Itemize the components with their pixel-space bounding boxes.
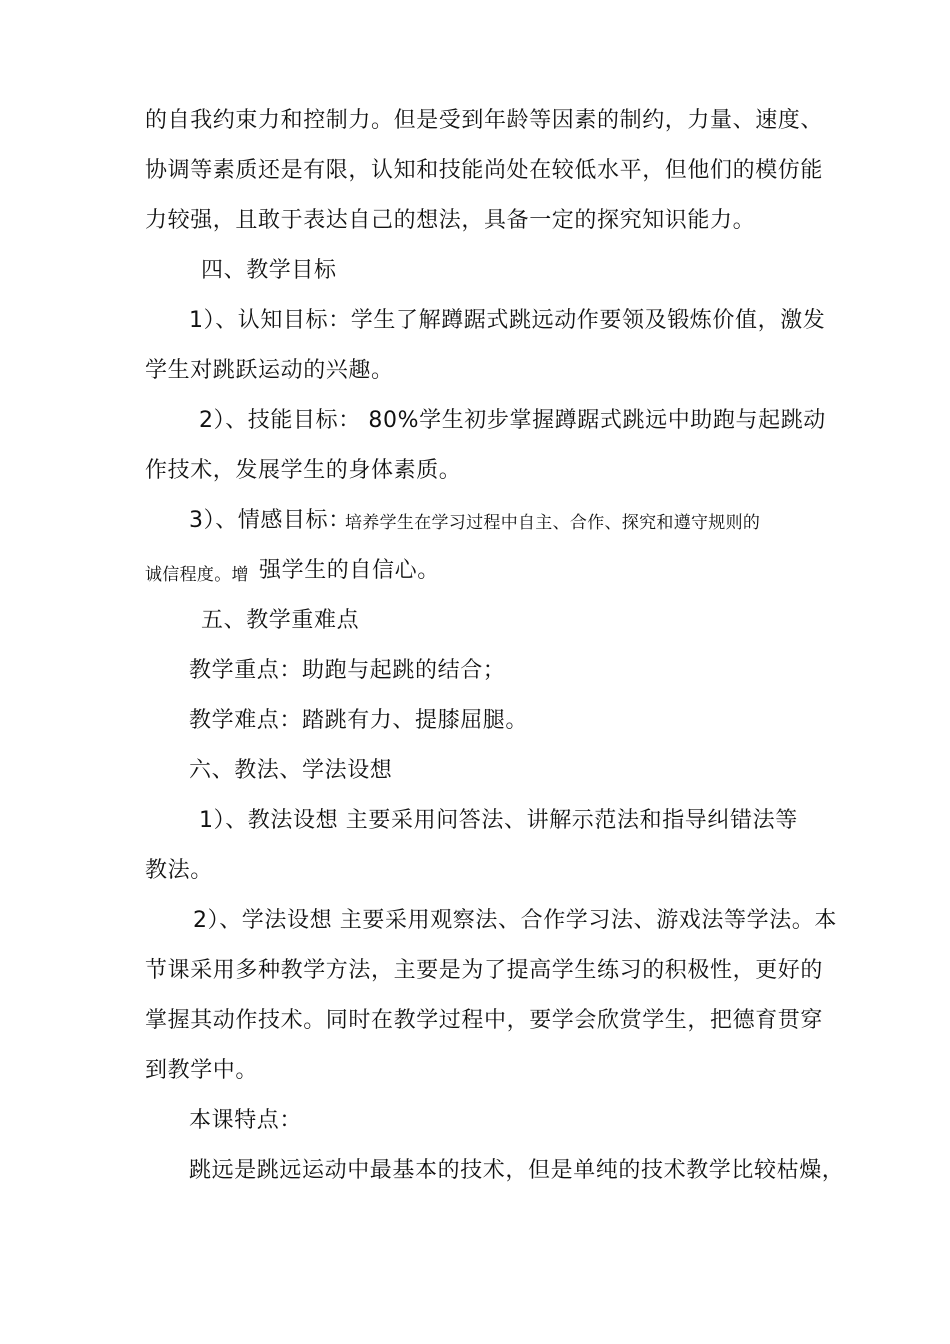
paragraph-line: 强学生的自信心。	[259, 558, 440, 583]
section-heading: 六、教法、学法设想	[189, 758, 393, 783]
paragraph-line: 1）、认知目标：学生了解蹲踞式跳远动作要领及锻炼价值，激发	[189, 308, 826, 333]
paragraph-line: 2）、学法设想 主要采用观察法、合作学习法、游戏法等学法。本	[193, 908, 837, 933]
section-heading: 四、教学目标	[201, 258, 337, 283]
paragraph-line-small: 培养学生在学习过程中自主、合作、探究和遵守规则的	[345, 513, 761, 533]
paragraph-line: 跳远是跳远运动中最基本的技术，但是单纯的技术教学比较枯燥，	[189, 1158, 845, 1183]
paragraph-line: 学生对跳跃运动的兴趣。	[145, 358, 394, 383]
section-heading: 本课特点：	[189, 1108, 303, 1133]
paragraph-line: 作技术，发展学生的身体素质。	[145, 458, 462, 483]
paragraph-line: 的自我约束力和控制力。但是受到年龄等因素的制约，力量、速度、	[145, 108, 824, 133]
paragraph-line-small: 诚信程度。增	[145, 565, 249, 585]
paragraph-line: 协调等素质还是有限，认知和技能尚处在较低水平，但他们的模仿能	[145, 158, 824, 183]
paragraph-line: 教学重点：助跑与起跳的结合；	[189, 658, 506, 683]
paragraph-line: 掌握其动作技术。同时在教学过程中，要学会欣赏学生，把德育贯穿	[145, 1008, 824, 1033]
paragraph-line: 2）、技能目标： 80%学生初步掌握蹲踞式跳远中助跑与起跳动	[199, 408, 826, 433]
paragraph-line: 1）、教法设想 主要采用问答法、讲解示范法和指导纠错法等	[199, 808, 798, 833]
paragraph-line: 到教学中。	[145, 1058, 259, 1083]
paragraph-line: 力较强，且敢于表达自己的想法，具备一定的探究知识能力。	[145, 208, 756, 233]
paragraph-line: 教法。	[145, 858, 213, 883]
paragraph-line: 节课采用多种教学方法，主要是为了提高学生练习的积极性，更好的	[145, 958, 824, 983]
paragraph-line: 3）、情感目标：	[189, 508, 351, 533]
paragraph-line: 教学难点：踏跳有力、提膝屈腿。	[189, 708, 529, 733]
section-heading: 五、教学重难点	[201, 608, 360, 633]
